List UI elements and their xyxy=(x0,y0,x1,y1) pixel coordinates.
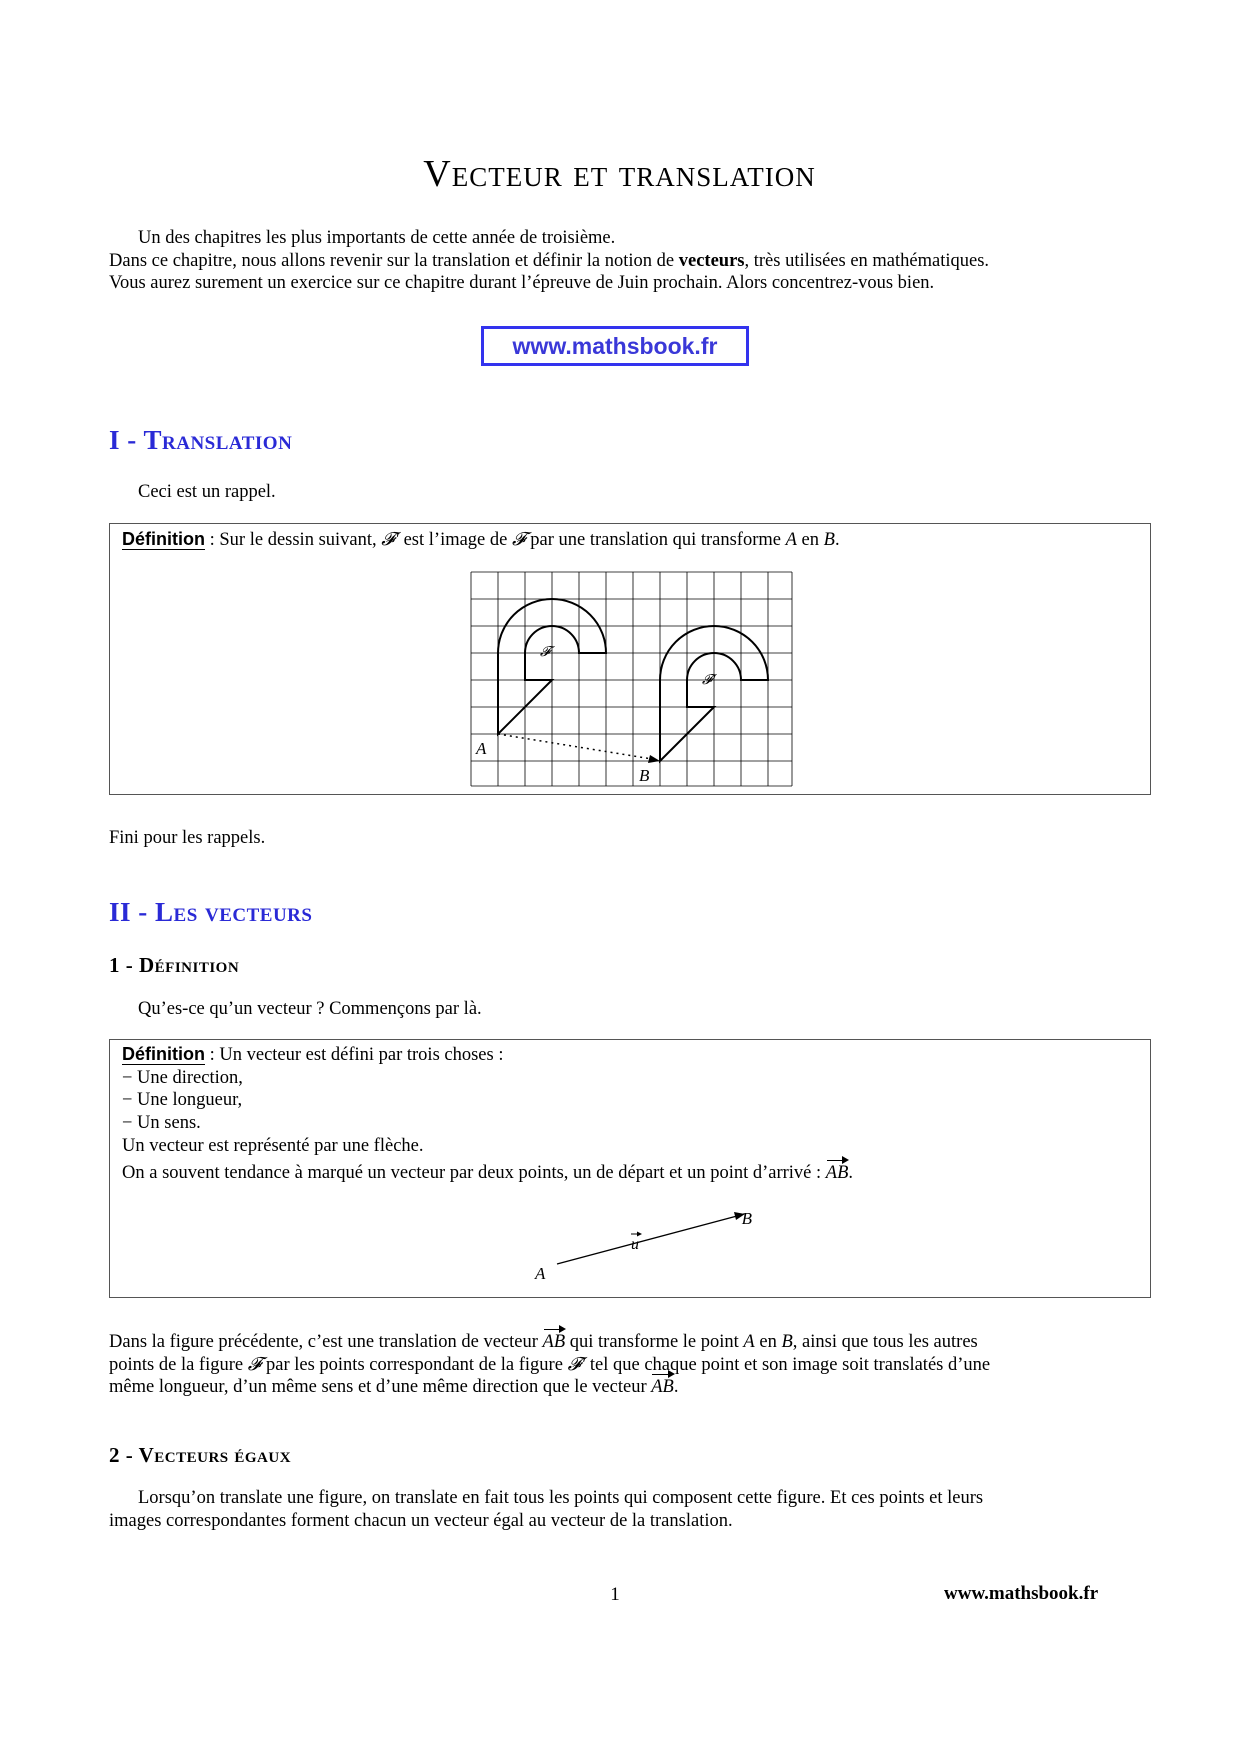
definition-box xyxy=(109,1039,1151,1298)
paragraph-line: Lorsqu’on translate une figure, on translate en fait tous les points qui composent cette figure. Et ces points et leurs xyxy=(138,1488,984,1508)
math-symbol: B xyxy=(823,530,835,550)
definition-text xyxy=(122,528,840,552)
vector-ab: AB xyxy=(542,1332,566,1352)
definition-label: Définition xyxy=(122,529,205,549)
subsection-paragraph xyxy=(109,1487,1129,1532)
translation-figure xyxy=(470,571,800,789)
definition-text-part: : Sur le dessin suivant, xyxy=(205,530,382,550)
explanation-paragraph xyxy=(109,1331,1129,1399)
footer-site-link[interactable]: www.mathsbook.fr xyxy=(944,1583,1099,1604)
subsection-heading: 1 - Définition xyxy=(109,953,240,977)
label-u: u xyxy=(631,1236,639,1253)
vector-figure xyxy=(515,1205,755,1285)
section-outro: Fini pour les rappels. xyxy=(109,828,266,848)
label-u-arrow-head xyxy=(637,1232,642,1237)
definition-text xyxy=(122,1162,853,1185)
math-symbol: B xyxy=(781,1332,793,1352)
label-f: 𝓕 xyxy=(540,645,551,660)
section-heading: II - Les vecteurs xyxy=(109,897,313,927)
definition-text-part: . xyxy=(834,530,840,550)
list-item: − Un sens. xyxy=(122,1113,201,1134)
label-b: B xyxy=(639,766,650,785)
paragraph-text: points de la figure xyxy=(109,1354,248,1375)
list-item: − Une longueur, xyxy=(122,1090,243,1111)
intro-text: , très utilisées en mathématiques. xyxy=(744,250,990,271)
math-symbol: A xyxy=(743,1332,755,1352)
math-symbol: 𝓕 xyxy=(511,530,526,550)
page-title: Vecteur et translation xyxy=(423,153,816,195)
paragraph-line xyxy=(109,1354,1129,1377)
math-symbol: 𝓕 xyxy=(247,1354,262,1375)
intro-paragraph xyxy=(109,227,1129,295)
paragraph-text: Dans la figure précédente, c’est une translation de vecteur xyxy=(109,1332,543,1352)
definition-text-part: . xyxy=(848,1162,854,1183)
paragraph-line xyxy=(109,1331,1129,1354)
subsection-intro: Qu’es-ce qu’un vecteur ? Commençons par là. xyxy=(138,999,482,1019)
site-logo-link[interactable]: www.mathsbook.fr xyxy=(481,326,749,366)
definition-text-part: est l’image de xyxy=(398,530,512,550)
vector-ab: AB xyxy=(651,1377,674,1397)
definition-text: Un vecteur est représenté par une flèche. xyxy=(122,1135,424,1156)
definition-text-part: On a souvent tendance à marqué un vecteur par deux points, un de départ et un point d’arrivé : xyxy=(122,1162,826,1183)
paragraph-text: en xyxy=(754,1332,782,1352)
definition-box xyxy=(109,523,1151,795)
label-f-prime: 𝓕′ xyxy=(702,673,716,688)
paragraph-text: , ainsi que tous les autres xyxy=(792,1332,978,1352)
vector-u-arrow xyxy=(557,1216,737,1264)
definition-text-part: par une translation qui transforme xyxy=(525,530,786,550)
intro-bold-term: vecteurs xyxy=(678,250,745,271)
paragraph-text: même longueur, d’un même sens et d’une même direction que le vecteur xyxy=(109,1377,652,1397)
intro-text: Dans ce chapitre, nous allons revenir sur la translation et définir la notion de xyxy=(109,250,679,271)
translation-arrow-head xyxy=(648,755,660,763)
list-item: − Une direction, xyxy=(122,1067,243,1088)
intro-line xyxy=(109,250,1129,273)
label-b: B xyxy=(741,1209,752,1228)
math-symbol: 𝓕′ xyxy=(381,530,399,550)
definition-label: Définition xyxy=(122,1044,205,1064)
subsection-heading: 2 - Vecteurs égaux xyxy=(109,1443,292,1467)
paragraph-line: images correspondantes forment chacun un vecteur égal au vecteur de la translation. xyxy=(109,1510,733,1531)
section-heading: I - Translation xyxy=(109,425,293,455)
section-intro: Ceci est un rappel. xyxy=(138,482,276,502)
definition-text xyxy=(122,1043,853,1067)
translation-arrow xyxy=(498,734,652,759)
math-symbol: 𝓕′ xyxy=(567,1354,586,1375)
definition-content xyxy=(122,1043,853,1184)
paragraph-line xyxy=(109,1376,1129,1399)
intro-line: Vous aurez surement un exercice sur ce chapitre durant l’épreuve de Juin prochain. Alors concentrez-vous bien. xyxy=(109,273,935,293)
paragraph-text: par les points correspondant de la figure xyxy=(261,1354,568,1375)
paragraph-text: . xyxy=(673,1377,679,1397)
math-symbol: A xyxy=(785,530,797,550)
page-number: 1 xyxy=(610,1584,620,1605)
definition-text-part: en xyxy=(796,530,824,550)
paragraph-text: tel que chaque point et son image soit translatés d’une xyxy=(585,1354,991,1375)
label-a: A xyxy=(476,739,487,758)
definition-text-part: : Un vecteur est défini par trois choses : xyxy=(205,1045,504,1065)
vector-ab: AB xyxy=(825,1162,849,1183)
label-a: A xyxy=(535,1264,546,1283)
intro-line: Un des chapitres les plus importants de cette année de troisième. xyxy=(138,228,616,248)
paragraph-text: qui transforme le point xyxy=(565,1332,744,1352)
